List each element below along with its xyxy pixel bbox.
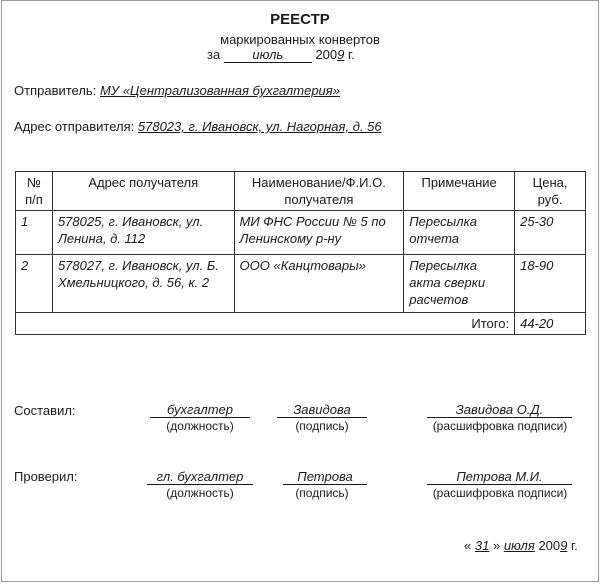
date-close-quote: »	[492, 538, 501, 553]
date-open-quote: «	[464, 538, 472, 553]
document-title: РЕЕСТР	[270, 11, 330, 28]
table-header-row	[16, 172, 586, 211]
row-number: 2	[16, 255, 53, 313]
date-day: 31	[474, 538, 490, 553]
compiled-signature: Завидова	[277, 403, 367, 418]
compiled-position: бухгалтер	[150, 403, 250, 418]
col-header-price: Цена, руб.	[515, 172, 586, 211]
row-recipient: ООО «Канцтовары»	[234, 255, 404, 313]
row-price: 18-90	[515, 255, 586, 313]
checked-position: гл. бухгалтер	[147, 470, 253, 485]
checked-signature: Петрова	[283, 470, 367, 485]
row-note: Пересылка отчета	[404, 211, 515, 255]
table-row	[16, 255, 586, 313]
col-header-address: Адрес получателя	[52, 172, 234, 211]
date-suffix: г.	[571, 538, 578, 553]
total-label: Итого:	[16, 313, 515, 335]
table-row	[16, 211, 586, 255]
report-period	[207, 47, 355, 63]
row-price: 25-30	[515, 211, 586, 255]
sender-address-label: Адрес отправителя:	[14, 119, 135, 134]
period-month: июль	[224, 48, 312, 63]
row-recipient: МИ ФНС России № 5 по Ленинскому р-ну	[234, 211, 404, 255]
document-date	[464, 538, 578, 553]
total-row	[16, 313, 586, 335]
period-year-prefix: 200	[315, 47, 338, 62]
sender-label: Отправитель:	[14, 83, 97, 98]
col-header-note: Примечание	[404, 172, 515, 211]
col-header-number: № п/п	[16, 172, 53, 211]
period-suffix: г.	[348, 47, 355, 62]
checked-decoded: Петрова М.И.	[427, 470, 572, 485]
checked-label: Проверил:	[14, 469, 78, 484]
caption-signature: (подпись)	[295, 486, 349, 500]
date-year-digit: 9	[560, 538, 568, 553]
caption-decoded: (расшифровка подписи)	[432, 486, 568, 500]
col-header-recipient: Наименование/Ф.И.О. получателя	[234, 172, 404, 211]
period-prefix: за	[207, 47, 221, 62]
compiled-decoded: Завидова О.Д.	[427, 403, 572, 418]
caption-position: (должность)	[166, 486, 234, 500]
total-value: 44-20	[515, 313, 586, 335]
date-year-prefix: 200	[538, 538, 561, 553]
date-month: июля	[503, 538, 535, 553]
registry-table	[15, 171, 586, 335]
caption-decoded: (расшифровка подписи)	[432, 419, 568, 433]
period-year-digit: 9	[337, 47, 345, 62]
sender-value: МУ «Централизованная бухгалтерия»	[99, 83, 340, 98]
sender-address-line	[14, 119, 382, 134]
document-subtitle: маркированных конвертов	[220, 32, 380, 47]
row-address: 578027, г. Ивановск, ул. Б. Хмельницкого, д. 56, к. 2	[52, 255, 234, 313]
sender-address-value: 578023, г. Ивановск, ул. Нагорная, д. 56	[137, 119, 382, 134]
document-page	[1, 0, 599, 582]
caption-position: (должность)	[166, 419, 234, 433]
caption-signature: (подпись)	[295, 419, 349, 433]
compiled-label: Составил:	[14, 403, 76, 418]
row-address: 578025, г. Ивановск, ул. Ленина, д. 112	[52, 211, 234, 255]
row-note: Пересылка акта сверки расчетов	[404, 255, 515, 313]
row-number: 1	[16, 211, 53, 255]
sender-line	[14, 83, 340, 98]
